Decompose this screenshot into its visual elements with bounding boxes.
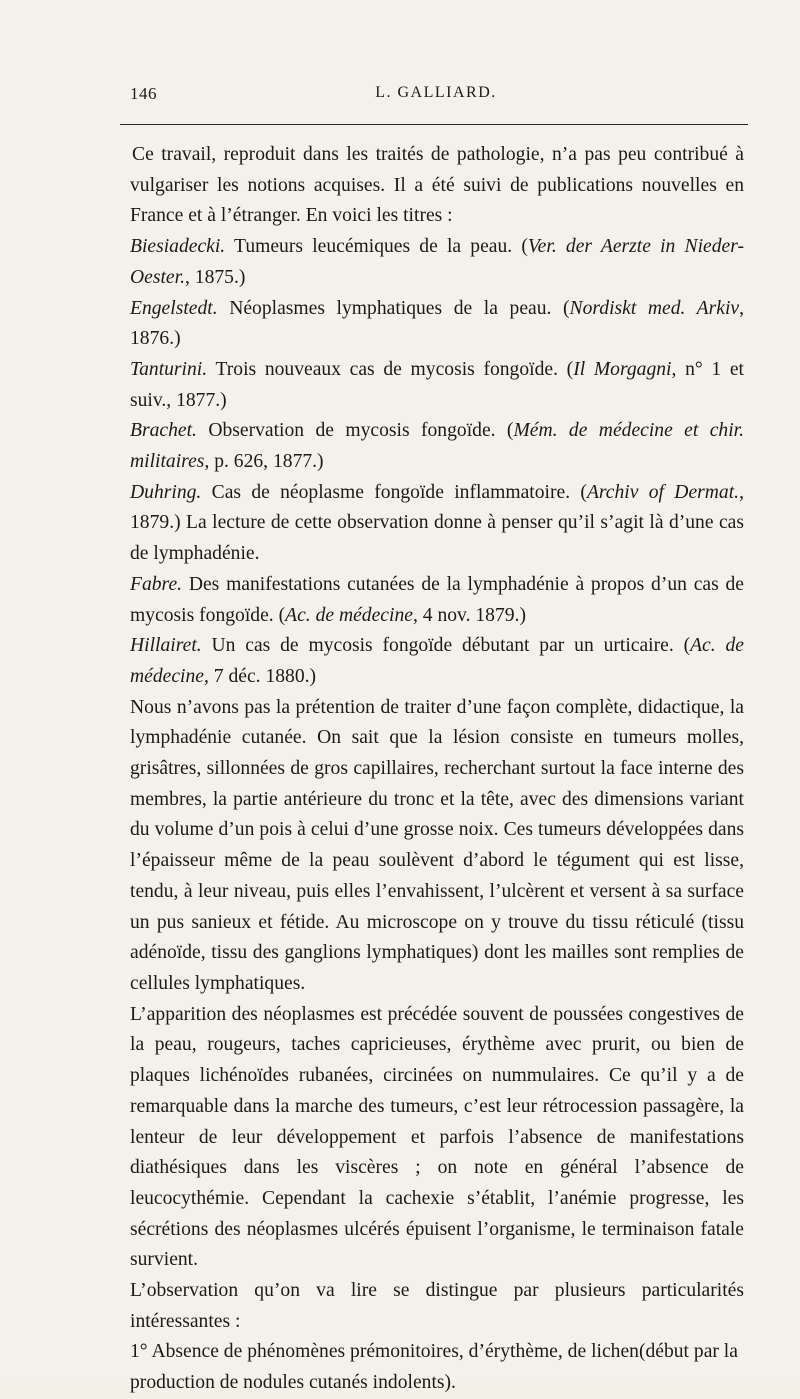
reference-title: Tumeurs leucémiques de la peau. ( — [225, 236, 528, 258]
reference-hillairet — [130, 631, 744, 692]
reference-source: Ac. de médecine — [130, 635, 744, 687]
reference-source: Mém. de médecine et chir. militaires — [130, 420, 744, 473]
reference-tail: , 1879.) La lecture de cette observation donne à penser qu’il s’agit là d’une cas de lymphadénie. — [130, 481, 744, 565]
intro-paragraph: Ce travail, reproduit dans les traités de pathologie, n’a pas peu contribué à vulgariser les notions acquises. Il a été suivi de publications nouvelles en France et à l’étranger. En voici les titres : — [130, 144, 744, 227]
reference-tail: , 1875.) — [184, 266, 246, 288]
reference-source: Archiv of Dermat. — [586, 481, 740, 503]
reference-brachet — [130, 416, 744, 477]
reference-fabre — [130, 570, 744, 631]
reference-title: Observation de mycosis fongoïde. ( — [196, 420, 514, 442]
reference-tail: , 4 nov. 1879.) — [412, 604, 526, 626]
reference-tail: , 7 déc. 1880.) — [203, 665, 317, 687]
reference-source: Ac. de médecine — [285, 604, 413, 626]
reference-engelstedt — [130, 294, 744, 355]
reference-source: Il Morgagni — [573, 358, 672, 380]
reference-biesiadecki — [130, 232, 744, 293]
paragraph-point-1: 1° Absence de phénomènes prémonitoires, d’érythème, de lichen(début par la production de nodules cutanés indolents). — [130, 1341, 738, 1394]
paragraph-lymphadenie: Nous n’avons pas la prétention de traiter d’une façon complète, didactique, la lymphadénie cutanée. On sait que la lésion consiste en tumeurs molles, grisâtres, sillonnées de gros capillaires, recherchant surtout la face interne des membres, la partie antérieure du tronc et la tête, avec des dimensions variant du volume d’un pois à celui d’une grosse noix. Ces tumeurs développées dans l’épaisseur même de la peau soulèvent d’abord le tégument qui est lisse, tendu, à leur niveau, puis elles l’envahissent, l’ulcèrent et versent à sa surface un pus sanieux et fétide. Au microscope on y trouve du tissu réticulé (tissu adénoïde, tissu des ganglions lymphatiques) dont les mailles sont remplies de cellules lymphatiques. — [130, 696, 744, 994]
paragraph-observation: L’observation qu’on va lire se distingue par plusieurs particularités intéressantes : — [130, 1280, 744, 1332]
reference-title: Néoplasmes lymphatiques de la peau. ( — [217, 297, 570, 319]
reference-title: Cas de néoplasme fongoïde inflammatoire. ( — [201, 481, 587, 503]
reference-source: Ver. der Aerzte in Nieder-Oester. — [130, 236, 744, 288]
reference-source: Nordiskt med. Arkiv — [569, 297, 740, 319]
page-header — [130, 84, 742, 106]
reference-title: Trois nouveaux cas de mycosis fongoïde. ( — [207, 358, 574, 380]
page-number: 146 — [130, 84, 157, 103]
running-head: L. GALLIARD. — [375, 84, 497, 101]
reference-author: Engelstedt. — [130, 297, 218, 319]
reference-author: Biesiadecki. — [130, 236, 226, 258]
reference-author: Duhring. — [130, 481, 202, 503]
reference-title: Des manifestations cutanées de la lymphadénie à propos d’un cas de mycosis fongoïde. ( — [130, 573, 744, 626]
reference-author: Hillairet. — [130, 635, 202, 657]
reference-author: Brachet. — [130, 420, 197, 442]
header-rule — [120, 124, 748, 125]
reference-tail: , p. 626, 1877.) — [204, 451, 324, 473]
reference-tail: , n° 1 et suiv., 1877.) — [130, 358, 745, 411]
body-text — [130, 140, 744, 1399]
reference-tail: , 1876.) — [130, 297, 745, 350]
reference-author: Tanturini. — [130, 358, 208, 380]
reference-duhring — [130, 478, 744, 570]
reference-title: Un cas de mycosis fongoïde débutant par un urticaire. ( — [201, 635, 691, 657]
reference-author: Fabre. — [130, 573, 183, 595]
reference-tanturini — [130, 355, 744, 416]
paragraph-apparition: L’apparition des néoplasmes est précédée souvent de poussées congestives de la peau, rougeurs, taches capricieuses, érythème avec prurit, ou bien de plaques lichénoïdes rubanées, circinées on nummulaires. Ce qu’il y a de remarquable dans la marche des tumeurs, c’est leur rétrocession passagère, la lenteur de leur développement et parfois l’absence de manifestations diathésiques dans les viscères ; on note en général l’absence de leucocythémie. Cependant la cachexie s’établit, l’anémie progresse, les sécrétions des néoplasmes ulcérés épuisent l’organisme, le terminaison fatale survient. — [130, 1003, 744, 1271]
